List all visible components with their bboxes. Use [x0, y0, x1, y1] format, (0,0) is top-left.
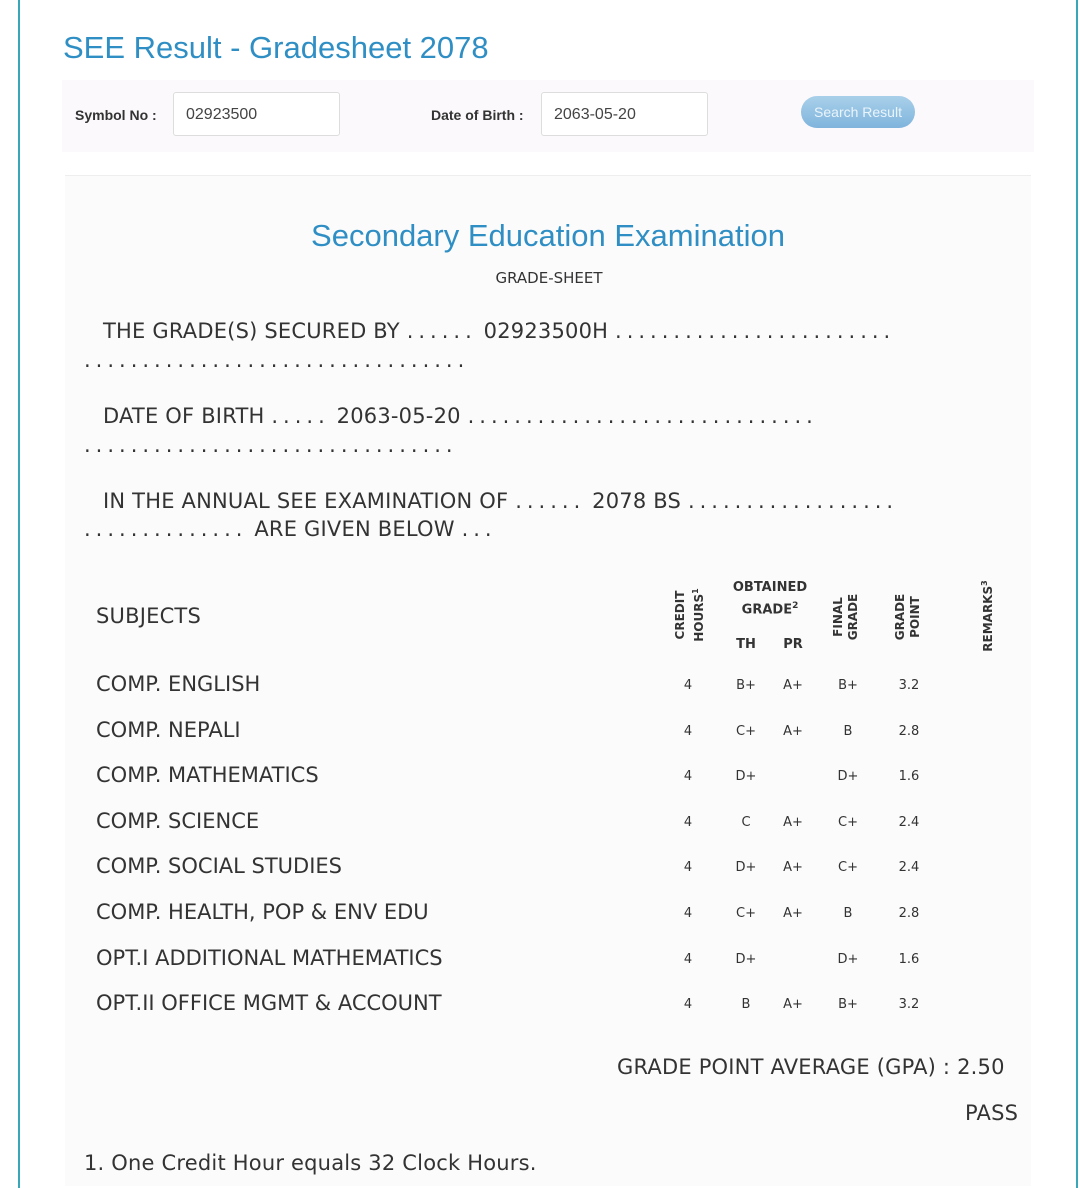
- final-cell: C+: [838, 860, 858, 876]
- gpa-value: 2.50: [957, 1055, 1005, 1079]
- dob-line: DATE OF BIRTH ..... 2063-05-20 ..............................: [103, 404, 818, 428]
- gp-cell: 2.4: [898, 814, 920, 830]
- th-cell: C+: [736, 906, 756, 921]
- gp-cell: 2.4: [898, 860, 920, 876]
- gp-cell: 3.2: [898, 997, 920, 1013]
- subject-name: COMP. MATHEMATICS: [96, 763, 319, 788]
- gpa-line: [617, 1055, 1005, 1079]
- subject-name: OPT.I ADDITIONAL MATHEMATICS: [96, 945, 443, 970]
- credit-cell: 4: [683, 769, 693, 785]
- gpa-label: GRADE POINT AVERAGE (GPA) :: [617, 1055, 951, 1079]
- credit-cell: 4: [683, 906, 693, 921]
- dob-input[interactable]: 2063-05-20: [541, 92, 708, 136]
- symbol-no-label: Symbol No :: [75, 107, 157, 123]
- final-cell: B: [843, 723, 853, 739]
- th-cell: D+: [735, 769, 757, 785]
- subject-name: OPT.II OFFICE MGMT & ACCOUNT: [96, 991, 442, 1016]
- subjects-header: SUBJECTS: [96, 604, 201, 628]
- final-cell: B+: [838, 997, 858, 1013]
- pr-cell: A+: [783, 997, 803, 1013]
- dob-label: Date of Birth :: [431, 107, 524, 123]
- hours-sup: 1: [691, 588, 700, 594]
- credit-cell: 4: [683, 860, 693, 876]
- dotted-line: .................................: [84, 348, 470, 372]
- th-cell: D+: [735, 860, 757, 876]
- final-grade-word: GRADE: [846, 593, 860, 641]
- remarks-sup: 3: [980, 580, 989, 586]
- subject-name: COMP. HEALTH, POP & ENV EDU: [96, 900, 429, 924]
- grade-sup: 2: [792, 601, 799, 611]
- gp-cell: 1.6: [898, 769, 920, 785]
- dob-line-label: DATE OF BIRTH: [103, 404, 265, 428]
- th-cell: B: [741, 997, 751, 1013]
- exam-value: 2078 BS: [592, 489, 682, 513]
- symbol-no-input[interactable]: 02923500: [173, 92, 340, 136]
- final-cell: C+: [838, 814, 858, 830]
- given-below-text: ARE GIVEN BELOW: [254, 517, 455, 541]
- subject-name: COMP. SCIENCE: [96, 808, 260, 833]
- gp-cell: 2.8: [898, 723, 920, 739]
- pr-cell: A+: [783, 678, 803, 693]
- search-result-button[interactable]: Search Result: [801, 96, 915, 128]
- sheet-subtitle: GRADE-SHEET: [495, 269, 603, 287]
- th-cell: D+: [735, 951, 757, 967]
- gp-cell: 2.8: [898, 906, 920, 921]
- footnote: 1. One Credit Hour equals 32 Clock Hours.: [84, 1151, 537, 1175]
- grade-word: GRADE: [741, 602, 793, 618]
- th-header: TH: [736, 637, 756, 652]
- gp-grade-word: GRADE: [893, 593, 907, 641]
- dob-line-value: 2063-05-20: [336, 404, 461, 428]
- subject-name: COMP. NEPALI: [96, 717, 241, 742]
- obtained-grade-header: [720, 601, 820, 617]
- final-cell: B: [843, 906, 853, 921]
- final-cell: D+: [837, 769, 859, 785]
- pr-header: PR: [783, 637, 803, 652]
- obtained-header: OBTAINED: [732, 580, 808, 595]
- credit-cell: 4: [683, 814, 693, 830]
- secured-by-line: THE GRADE(S) SECURED BY ...... 02923500H ........................: [103, 319, 896, 343]
- exam-label: IN THE ANNUAL SEE EXAMINATION OF: [103, 489, 509, 513]
- credit-cell: 4: [683, 723, 693, 739]
- final-word: FINAL: [831, 597, 845, 637]
- pr-cell: A+: [783, 723, 803, 739]
- final-cell: D+: [837, 951, 859, 967]
- credit-text: CREDIT: [673, 590, 687, 640]
- pr-cell: A+: [783, 906, 803, 921]
- exam-line: IN THE ANNUAL SEE EXAMINATION OF ...... 2078 BS ..................: [103, 489, 899, 513]
- given-below-line: .............. ARE GIVEN BELOW ...: [84, 517, 497, 541]
- gp-cell: 3.2: [898, 678, 920, 693]
- sheet-title: Secondary Education Examination: [311, 218, 785, 253]
- credit-hours-header: [673, 575, 707, 655]
- pr-cell: A+: [783, 814, 803, 830]
- credit-cell: 4: [683, 678, 693, 693]
- th-cell: B+: [736, 678, 756, 693]
- credit-cell: 4: [683, 997, 693, 1013]
- final-grade-header: [831, 579, 865, 655]
- final-cell: B+: [838, 678, 858, 693]
- subject-name: COMP. SOCIAL STUDIES: [96, 854, 343, 879]
- th-cell: C+: [736, 723, 756, 739]
- dotted-line: ................................: [84, 433, 458, 457]
- hours-text: [688, 575, 707, 655]
- secured-by-value: 02923500H: [483, 319, 609, 343]
- page-title: SEE Result - Gradesheet 2078: [63, 30, 489, 65]
- gp-point-word: POINT: [908, 596, 922, 638]
- secured-by-label: THE GRADE(S) SECURED BY: [103, 319, 400, 343]
- pr-cell: A+: [783, 860, 803, 876]
- subject-name: COMP. ENGLISH: [96, 672, 261, 696]
- credit-cell: 4: [683, 951, 693, 967]
- hours-word: HOURS: [692, 593, 706, 642]
- remarks-word: REMARKS: [981, 585, 995, 652]
- result-status: PASS: [965, 1101, 1019, 1125]
- gp-cell: 1.6: [898, 951, 920, 967]
- grade-point-header: [893, 579, 927, 655]
- remarks-header: [977, 566, 995, 666]
- th-cell: C: [741, 814, 751, 830]
